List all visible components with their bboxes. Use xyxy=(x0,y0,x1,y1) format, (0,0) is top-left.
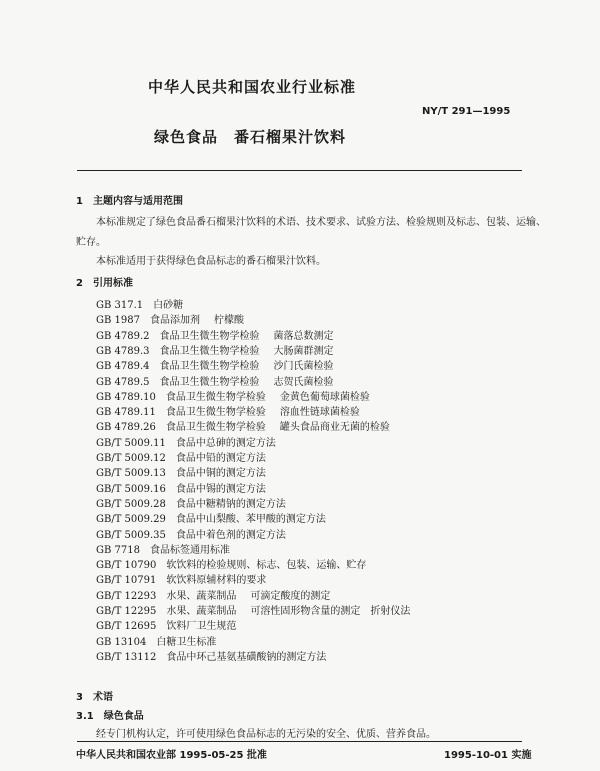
reference-subtitle: 沙门氏菌检验 xyxy=(273,361,334,373)
reference-title: 食品中着色剂的测定方法 xyxy=(175,529,286,541)
reference-code: GB/T 5009.13 xyxy=(96,468,166,480)
reference-item xyxy=(96,434,276,449)
reference-title: 软饮料原辅材料的要求 xyxy=(166,575,267,587)
reference-title: 食品卫生微生物学检验 xyxy=(159,330,260,342)
reference-code: GB 4789.4 xyxy=(96,361,150,373)
reference-subtitle: 柠檬酸 xyxy=(213,315,244,327)
reference-subtitle: 大肠菌群测定 xyxy=(273,345,334,357)
reference-title: 食品卫生微生物学检验 xyxy=(159,376,260,388)
reference-code: GB/T 5009.16 xyxy=(96,483,166,495)
reference-item xyxy=(96,617,236,632)
section-3-heading: 3 术语 xyxy=(76,692,113,703)
section-2-heading: 2 引用标准 xyxy=(76,278,133,289)
reference-subtitle: 可滴定酸度的测定 xyxy=(250,590,331,602)
reference-code: GB 4789.3 xyxy=(96,345,150,357)
reference-title: 食品卫生微生物学检验 xyxy=(165,391,266,403)
reference-code: GB 4789.10 xyxy=(96,391,156,403)
reference-item xyxy=(96,587,330,602)
reference-item xyxy=(96,526,286,541)
reference-title: 食品中总砷的测定方法 xyxy=(175,437,276,449)
reference-item xyxy=(96,449,266,464)
reference-code: GB/T 10791 xyxy=(96,575,157,587)
reference-code: GB/T 5009.12 xyxy=(96,453,166,464)
reference-subtitle: 志贺氏菌检验 xyxy=(273,376,334,388)
reference-code: GB 13104 xyxy=(96,636,147,648)
reference-title: 食品中糖精钠的测定方法 xyxy=(175,498,286,510)
footer-rule xyxy=(77,741,522,742)
reference-title: 食品中山梨酸、苯甲酸的测定方法 xyxy=(175,514,326,526)
reference-title: 水果、蔬菜制品 xyxy=(166,606,237,617)
reference-code: GB/T 12695 xyxy=(96,621,157,633)
reference-title: 软饮料的检验规则、标志、包装、运输、贮存 xyxy=(166,560,367,572)
reference-code: GB/T 12295 xyxy=(96,606,157,617)
section-1-paragraph-2: 本标准适用于获得绿色食品标志的番石榴果汁饮料。 xyxy=(96,256,326,267)
reference-item xyxy=(96,464,266,479)
reference-code: GB 317.1 xyxy=(96,300,144,311)
approval-date: 中华人民共和国农业部 1995-05-25 批准 xyxy=(76,750,267,761)
reference-code: GB 4789.26 xyxy=(96,422,156,434)
reference-item xyxy=(96,571,266,586)
reference-code: GB/T 5009.35 xyxy=(96,529,166,541)
reference-title: 白砂糖 xyxy=(153,300,184,311)
reference-title: 食品卫生微生物学检验 xyxy=(165,407,266,419)
reference-item xyxy=(96,418,390,433)
reference-code: GB/T 5009.29 xyxy=(96,514,166,526)
reference-title: 食品中铅的测定方法 xyxy=(175,453,266,464)
reference-code: GB/T 10790 xyxy=(96,560,157,572)
reference-subtitle: 罐头食品商业无菌的检验 xyxy=(279,422,390,434)
reference-title: 食品卫生微生物学检验 xyxy=(159,361,260,373)
reference-subtitle: 金黄色葡萄球菌检验 xyxy=(279,391,370,403)
section-3-1-text: 经专门机构认定，许可使用绿色食品标志的无污染的安全、优质、营养食品。 xyxy=(96,729,436,740)
reference-code: GB 4789.2 xyxy=(96,330,150,342)
reference-item xyxy=(96,342,334,357)
standard-number: NY/T 291—1995 xyxy=(422,106,511,117)
reference-title: 食品中铜的测定方法 xyxy=(175,468,266,480)
reference-code: GB/T 5009.28 xyxy=(96,498,166,510)
reference-title: 食品中环己基氨基磺酸钠的测定方法 xyxy=(166,651,327,663)
reference-title: 食品中锡的测定方法 xyxy=(175,483,266,495)
reference-item xyxy=(96,403,360,418)
reference-item xyxy=(96,633,216,648)
reference-code: GB 7718 xyxy=(96,544,140,556)
reference-title: 白糖卫生标准 xyxy=(156,636,217,648)
reference-item xyxy=(96,648,326,663)
reference-code: GB/T 13112 xyxy=(96,651,157,663)
header-rule xyxy=(77,170,522,171)
reference-item xyxy=(96,480,266,495)
reference-code: GB/T 12293 xyxy=(96,590,157,602)
reference-title: 食品标签通用标准 xyxy=(149,544,230,556)
reference-title: 食品卫生微生物学检验 xyxy=(159,345,260,357)
reference-item xyxy=(96,495,286,510)
reference-item xyxy=(96,602,410,617)
reference-title: 饮料厂卫生规范 xyxy=(166,621,237,633)
reference-subtitle: 可溶性固形物含量的测定 折射仪法 xyxy=(250,606,411,617)
reference-title: 水果、蔬菜制品 xyxy=(166,590,237,602)
reference-item xyxy=(96,357,334,372)
reference-code: GB 4789.5 xyxy=(96,376,150,388)
reference-code: GB/T 5009.11 xyxy=(96,437,166,449)
reference-subtitle: 菌落总数测定 xyxy=(273,330,334,342)
reference-subtitle: 溶血性链球菌检验 xyxy=(279,407,360,419)
section-1-heading: 1 主题内容与适用范围 xyxy=(76,196,183,207)
reference-code: GB 4789.11 xyxy=(96,407,156,419)
reference-item xyxy=(96,311,244,326)
section-1-paragraph-1-line-2: 贮存。 xyxy=(76,237,106,248)
reference-item xyxy=(96,510,326,525)
reference-title: 食品添加剂 xyxy=(149,315,200,327)
document-title: 绿色食品 番石榴果汁饮料 xyxy=(153,128,346,146)
section-3-1-heading: 3.1 绿色食品 xyxy=(76,711,144,722)
reference-item xyxy=(96,541,230,556)
implementation-date: 1995-10-01 实施 xyxy=(444,750,532,761)
reference-item xyxy=(96,556,366,571)
reference-item xyxy=(96,388,370,403)
section-1-paragraph-1-line-1: 本标准规定了绿色食品番石榴果汁饮料的术语、技术要求、试验方法、检验规则及标志、包装、运输、 xyxy=(96,217,546,228)
reference-code: GB 1987 xyxy=(96,315,140,327)
reference-item xyxy=(96,373,334,388)
reference-title: 食品卫生微生物学检验 xyxy=(165,422,266,434)
reference-item xyxy=(96,296,183,311)
reference-item xyxy=(96,327,334,342)
org-title: 中华人民共和国农业行业标准 xyxy=(147,78,356,96)
